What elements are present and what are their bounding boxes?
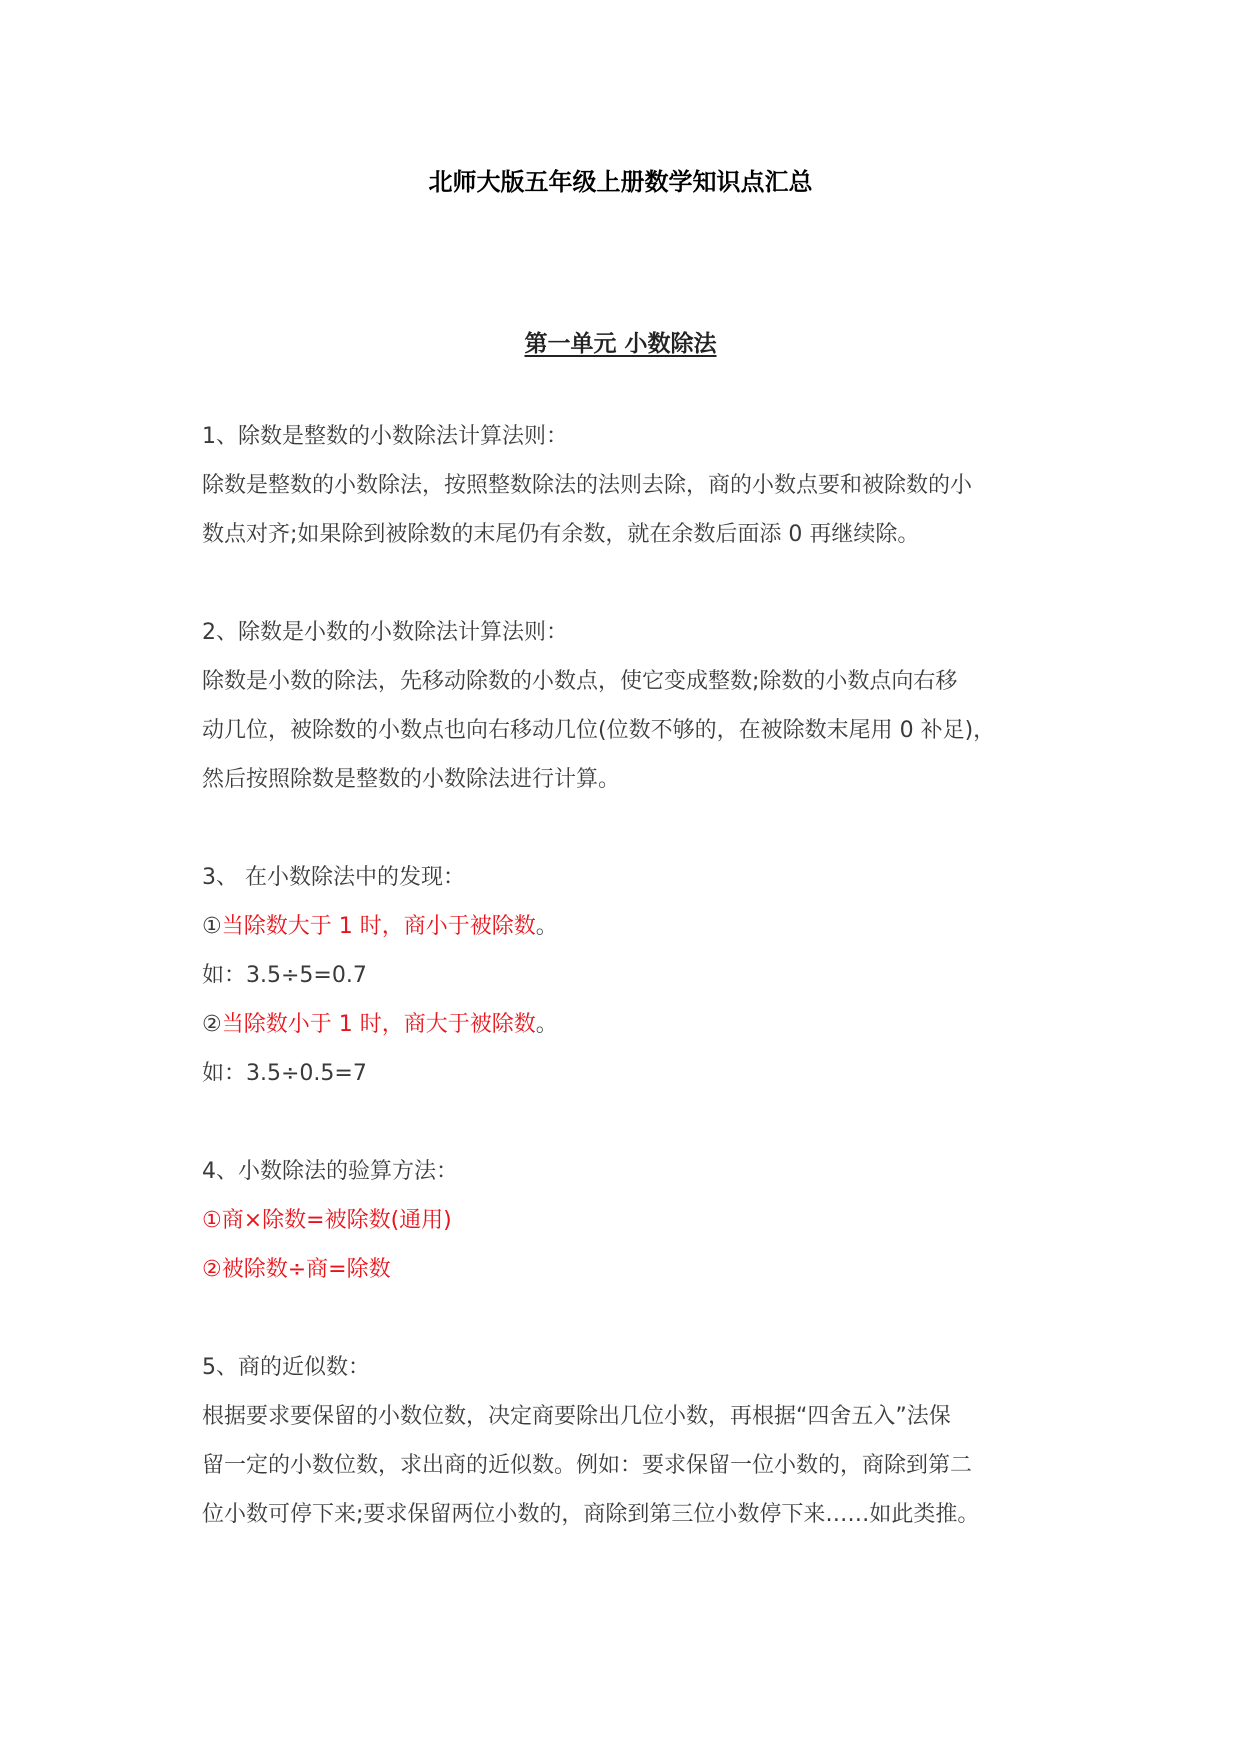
document-title: 北师大版五年级上册数学知识点汇总 [428, 168, 813, 196]
section-3-example-2: 如：3.5÷0.5=7 [202, 1061, 367, 1086]
section-5-heading: 5、商的近似数： [202, 1355, 370, 1380]
section-4-method-1: ①商×除数=被除数(通用) [202, 1208, 452, 1233]
section-4-method-2: ②被除数÷商=除数 [202, 1257, 391, 1282]
finding-2-period: 。 [535, 1012, 558, 1037]
section-4-heading: 4、小数除法的验算方法： [202, 1159, 458, 1184]
circled-number-1: ① [202, 914, 222, 939]
circled-number-2: ② [202, 1012, 222, 1037]
section-3-heading: 3、 在小数除法中的发现： [202, 865, 465, 890]
unit-heading: 第一单元 小数除法 [524, 331, 717, 357]
section-1-paragraph-line: 数点对齐;如果除到被除数的末尾仍有余数，就在余数后面添 0 再继续除。 [202, 522, 920, 547]
section-2-paragraph-line: 动几位，被除数的小数点也向右移动几位(位数不够的，在被除数末尾用 0 补足)， [202, 718, 996, 743]
section-1-heading: 1、除数是整数的小数除法计算法则： [202, 424, 568, 449]
section-5-paragraph-line: 位小数可停下来;要求保留两位小数的，商除到第三位小数停下来……如此类推。 [202, 1502, 980, 1527]
finding-1-period: 。 [535, 914, 558, 939]
finding-1-text: 当除数大于 1 时，商小于被除数 [221, 914, 536, 939]
section-2-paragraph-line: 除数是小数的除法，先移动除数的小数点，使它变成整数;除数的小数点向右移 [202, 669, 958, 694]
finding-2-text: 当除数小于 1 时，商大于被除数 [221, 1012, 536, 1037]
section-5-paragraph-line: 根据要求要保留的小数位数，决定商要除出几位小数，再根据“四舍五入”法保 [202, 1404, 951, 1429]
section-2-heading: 2、除数是小数的小数除法计算法则： [202, 620, 568, 645]
section-1-paragraph-line: 除数是整数的小数除法，按照整数除法的法则去除，商的小数点要和被除数的小 [202, 473, 973, 498]
section-3-example-1: 如：3.5÷5=0.7 [202, 963, 367, 988]
section-2-paragraph-line: 然后按照除数是整数的小数除法进行计算。 [202, 767, 621, 792]
section-3-finding-2 [202, 1010, 1062, 1040]
section-5-paragraph-line: 留一定的小数位数，求出商的近似数。例如：要求保留一位小数的，商除到第二 [202, 1453, 973, 1478]
section-3-finding-1 [202, 912, 1062, 942]
